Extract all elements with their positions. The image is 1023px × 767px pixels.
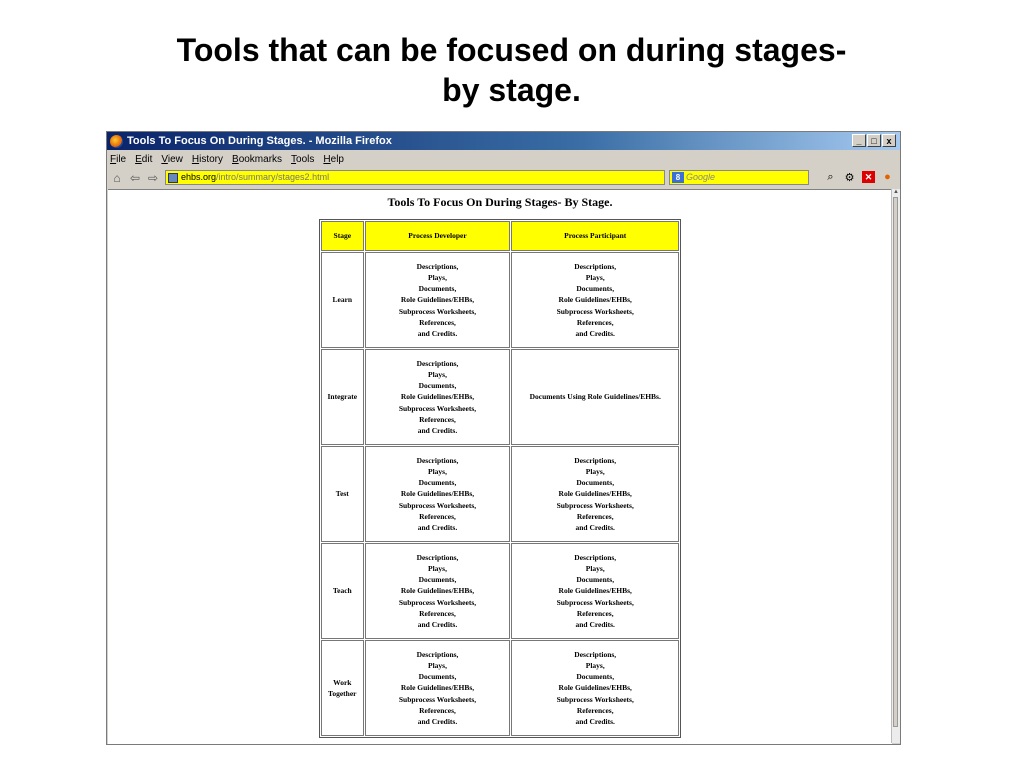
menu-view[interactable]: View xyxy=(161,153,183,165)
tool-item: Role Guidelines/EHBs, xyxy=(400,489,475,499)
participant-tools-cell xyxy=(511,349,679,445)
table-row xyxy=(321,252,679,348)
slide-title xyxy=(0,30,1023,110)
developer-tools-cell xyxy=(365,252,511,348)
developer-tools-cell xyxy=(365,446,511,542)
menu-bar xyxy=(107,150,900,168)
tool-item: References, xyxy=(576,705,614,715)
tool-item: and Credits. xyxy=(575,717,615,726)
tool-item: Descriptions, xyxy=(416,552,459,562)
tool-item: and Credits. xyxy=(417,426,458,435)
menu-file[interactable]: File xyxy=(110,153,127,165)
stage-cell: Work Together xyxy=(321,640,364,736)
tool-item: Documents, xyxy=(576,672,615,682)
menu-bookmarks[interactable]: Bookmarks xyxy=(232,153,283,165)
tool-item: Subprocess Worksheets, xyxy=(556,306,634,316)
tool-item: Subprocess Worksheets, xyxy=(398,403,477,413)
tool-item: Documents, xyxy=(576,478,615,488)
menu-help[interactable]: Help xyxy=(323,153,344,165)
search-bar[interactable] xyxy=(669,170,809,185)
tool-item: Plays, xyxy=(585,660,605,670)
navigation-toolbar xyxy=(107,168,900,188)
back-icon[interactable]: ⇦ xyxy=(129,171,141,185)
tool-item: Subprocess Worksheets, xyxy=(398,694,477,704)
vertical-scrollbar[interactable] xyxy=(891,189,900,743)
tool-item: Documents, xyxy=(418,575,457,585)
page-heading: Tools To Focus On During Stages- By Stage. xyxy=(387,195,613,209)
tool-item: Documents, xyxy=(418,284,457,294)
tool-item: Plays, xyxy=(428,369,447,379)
slide-title-line-1: Tools that can be focused on during stages- xyxy=(176,32,847,68)
tool-item: Role Guidelines/EHBs, xyxy=(558,683,632,693)
tool-item: Documents Using Role Guidelines/EHBs. xyxy=(529,392,661,402)
tool-item: Descriptions, xyxy=(574,261,617,271)
table-header-row xyxy=(321,221,679,251)
stage-cell: Test xyxy=(321,446,364,542)
table-row xyxy=(321,640,679,736)
firefox-icon xyxy=(110,135,123,148)
close-button[interactable]: x xyxy=(882,134,896,147)
stop-icon[interactable]: ✕ xyxy=(862,171,875,183)
tool-item: Plays, xyxy=(428,660,447,670)
table-row xyxy=(321,446,679,542)
header-process-participant: Process Participant xyxy=(511,221,679,251)
table-row xyxy=(321,543,679,639)
tool-item: Descriptions, xyxy=(574,552,617,562)
tool-item: Subprocess Worksheets, xyxy=(398,597,477,607)
tool-item: References, xyxy=(419,705,456,715)
search-engine-icon[interactable]: 8 xyxy=(672,172,684,183)
tool-item: Descriptions, xyxy=(416,649,459,659)
tool-item: Descriptions, xyxy=(574,649,617,659)
tool-item: References, xyxy=(419,608,456,618)
window-controls xyxy=(852,134,896,147)
tool-item: Documents, xyxy=(418,381,457,391)
header-stage: Stage xyxy=(321,221,364,251)
tool-item: and Credits. xyxy=(575,523,615,532)
tool-item: Role Guidelines/EHBs, xyxy=(400,295,475,305)
tool-item: Documents, xyxy=(576,575,615,585)
firefox-globe-icon[interactable]: ● xyxy=(884,171,891,183)
stage-cell: Integrate xyxy=(321,349,364,445)
tool-item: Subprocess Worksheets, xyxy=(556,500,634,510)
tool-item: and Credits. xyxy=(417,523,458,532)
window-titlebar[interactable] xyxy=(107,132,900,150)
participant-tools-cell xyxy=(511,640,679,736)
search-magnifier-icon[interactable]: ⌕ xyxy=(827,171,834,183)
tool-item: Plays, xyxy=(585,466,605,476)
tool-item: and Credits. xyxy=(417,620,458,629)
tool-item: Subprocess Worksheets, xyxy=(556,597,634,607)
browser-window xyxy=(106,131,901,745)
tool-item: Documents, xyxy=(418,478,457,488)
url-bar[interactable] xyxy=(165,170,665,185)
stage-cell: Teach xyxy=(321,543,364,639)
developer-tools-cell xyxy=(365,543,511,639)
page-content xyxy=(108,189,892,744)
scroll-up-icon[interactable]: ▲ xyxy=(893,189,899,195)
addon-icon[interactable]: ⚙ xyxy=(844,172,855,184)
participant-tools-cell xyxy=(511,252,679,348)
tool-item: Plays, xyxy=(428,272,447,282)
url-path: /intro/summary/stages2.html xyxy=(216,172,330,182)
forward-icon[interactable]: ⇨ xyxy=(147,171,159,185)
tool-item: Documents, xyxy=(418,672,457,682)
minimize-button[interactable]: _ xyxy=(852,134,866,147)
tool-item: Role Guidelines/EHBs, xyxy=(400,392,475,402)
tool-item: Role Guidelines/EHBs, xyxy=(558,295,632,305)
tool-item: Role Guidelines/EHBs, xyxy=(400,683,475,693)
tool-item: and Credits. xyxy=(417,717,458,726)
url-domain: ehbs.org xyxy=(181,172,217,182)
tool-item: References, xyxy=(419,511,456,521)
stages-table xyxy=(319,219,681,738)
tool-item: Descriptions, xyxy=(416,261,459,271)
developer-tools-cell xyxy=(365,349,511,445)
maximize-button[interactable]: □ xyxy=(867,134,881,147)
tool-item: Documents, xyxy=(576,284,615,294)
menu-edit[interactable]: Edit xyxy=(135,153,153,165)
tool-item: Descriptions, xyxy=(416,455,459,465)
tool-item: References, xyxy=(576,317,614,327)
stage-cell: Learn xyxy=(321,252,364,348)
tool-item: References, xyxy=(419,317,456,327)
tool-item: Subprocess Worksheets, xyxy=(398,306,477,316)
tool-item: and Credits. xyxy=(575,620,615,629)
scroll-thumb[interactable] xyxy=(893,197,898,727)
home-icon[interactable]: ⌂ xyxy=(113,171,121,185)
participant-tools-cell xyxy=(511,446,679,542)
tool-item: References, xyxy=(576,608,614,618)
tool-item: Role Guidelines/EHBs, xyxy=(558,489,632,499)
site-favicon-icon xyxy=(168,173,178,183)
tool-item: References, xyxy=(419,414,456,424)
tool-item: and Credits. xyxy=(575,329,615,338)
search-placeholder: Google xyxy=(686,172,716,182)
menu-history[interactable]: History xyxy=(191,153,224,165)
participant-tools-cell xyxy=(511,543,679,639)
tool-item: Subprocess Worksheets, xyxy=(398,500,477,510)
tool-item: and Credits. xyxy=(417,329,458,338)
tool-item: Role Guidelines/EHBs, xyxy=(558,586,632,596)
tool-item: Plays, xyxy=(585,563,605,573)
tool-item: References, xyxy=(576,511,614,521)
tool-item: Descriptions, xyxy=(574,455,617,465)
developer-tools-cell xyxy=(365,640,511,736)
slide-title-line-2: by stage. xyxy=(442,72,581,108)
tool-item: Plays, xyxy=(428,563,447,573)
tool-item: Role Guidelines/EHBs, xyxy=(400,586,475,596)
toolbar-icons xyxy=(824,171,894,184)
tool-item: Plays, xyxy=(585,272,605,282)
tool-item: Plays, xyxy=(428,466,447,476)
window-title: Tools To Focus On During Stages. - Mozilla Firefox xyxy=(127,135,392,147)
table-body xyxy=(321,252,679,736)
tool-item: Descriptions, xyxy=(416,358,459,368)
table-row xyxy=(321,349,679,445)
tool-item: Subprocess Worksheets, xyxy=(556,694,634,704)
menu-tools[interactable]: Tools xyxy=(291,153,315,165)
header-process-developer: Process Developer xyxy=(365,221,511,251)
